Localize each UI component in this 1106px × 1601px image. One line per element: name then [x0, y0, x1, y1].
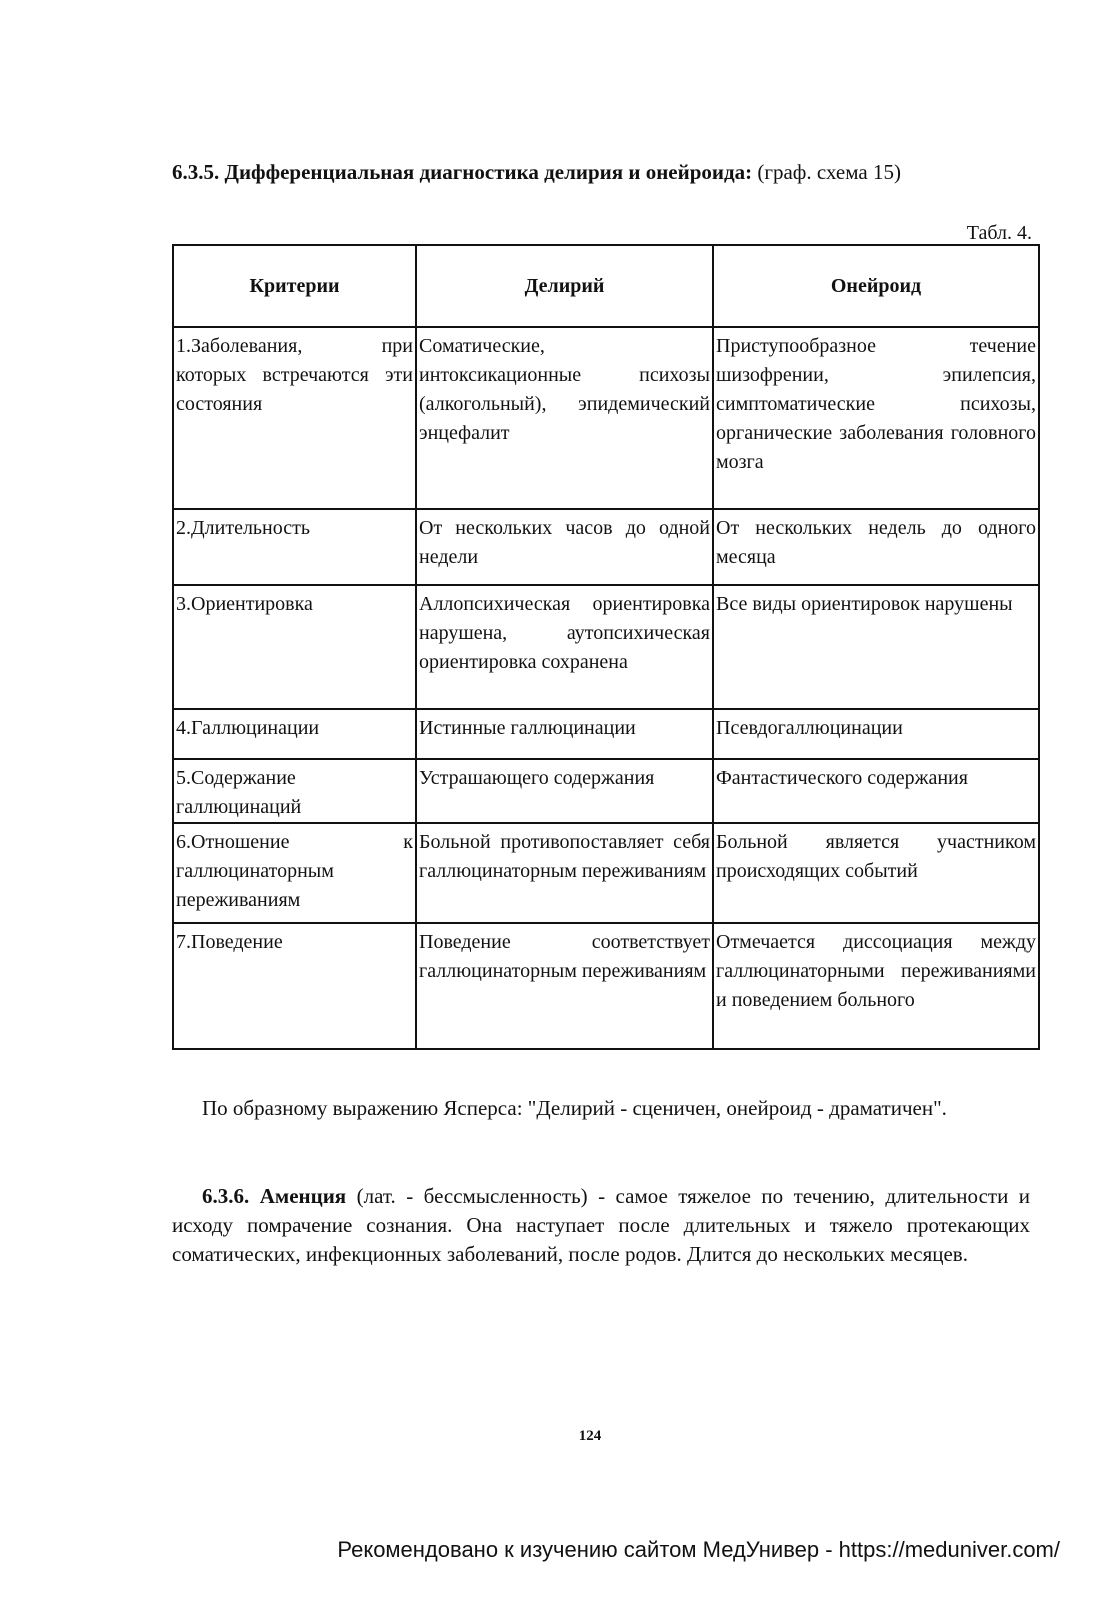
header-criteria: Критерии [173, 245, 416, 327]
criterion-cell: 5.Содержание галлюцинаций [173, 759, 416, 823]
header-oneiroid: Онейроид [713, 245, 1039, 327]
table-row [173, 709, 1039, 759]
criterion-cell: 3.Ориентировка [173, 585, 416, 709]
delirium-cell: От нескольких часов до одной недели [416, 509, 713, 585]
criterion-cell: 7.Поведение [173, 923, 416, 1049]
footer-recommendation: Рекомендовано к изучению сайтом МедУнивер - https://meduniver.com/ [337, 1537, 1060, 1562]
amentia-paragraph [172, 1182, 1030, 1269]
section-heading [172, 158, 1032, 187]
oneiroid-cell: От нескольких недель до одного месяца [713, 509, 1039, 585]
delirium-cell: Устрашающего содержания [416, 759, 713, 823]
criterion-cell: 1.Заболевания, при которых встречаются эти состояния [173, 327, 416, 509]
table-row [173, 327, 1039, 509]
oneiroid-cell: Фантастического содержания [713, 759, 1039, 823]
delirium-cell: Поведение соответствует галлюцинаторным переживаниям [416, 923, 713, 1049]
table-row [173, 759, 1039, 823]
header-delirium: Делирий [416, 245, 713, 327]
oneiroid-cell: Все виды ориентировок нарушены [713, 585, 1039, 709]
criterion-cell: 6.Отношение к галлюцинаторным переживаниям [173, 823, 416, 923]
table-row [173, 585, 1039, 709]
oneiroid-cell: Псевдогаллюцинации [713, 709, 1039, 759]
table-label: Табл. 4. [966, 222, 1032, 244]
diagnosis-table [172, 244, 1040, 1050]
section-number: 6.3.5. [172, 160, 220, 184]
table-row [173, 823, 1039, 923]
oneiroid-cell: Отмечается диссоциация между галлюцинаторными переживаниями и поведением больного [713, 923, 1039, 1049]
amentia-section-number: 6.3.6. [202, 1184, 250, 1208]
oneiroid-cell: Больной является участником происходящих событий [713, 823, 1039, 923]
oneiroid-cell: Приступообразное течение шизофрении, эпилепсия, симптоматические психозы, органические заболевания головного мозга [713, 327, 1039, 509]
criterion-cell: 2.Длительность [173, 509, 416, 585]
delirium-cell: Больной противопоставляет себя галлюцинаторным переживаниям [416, 823, 713, 923]
jaspers-quote-paragraph: По образному выражению Ясперса: "Делирий - сценичен, онейроид - драматичен". [202, 1096, 947, 1120]
amentia-text: (лат. - бессмысленность) - самое тяжелое по течению, длительности и исходу помрачение сознания. Она наступает после длительных и тяжело протекающих соматических, инфекционных заболеваний, после родов. Длится до нескольких месяцев. [172, 1184, 1031, 1266]
section-reference: (граф. схема 15) [757, 160, 901, 184]
delirium-cell: Истинные галлюцинации [416, 709, 713, 759]
table-header-row [173, 245, 1039, 327]
criterion-cell: 4.Галлюцинации [173, 709, 416, 759]
table-row [173, 923, 1039, 1049]
delirium-cell: Соматические, интоксикационные психозы (алкогольный), эпидемический энцефалит [416, 327, 713, 509]
table-row [173, 509, 1039, 585]
page-number: 124 [578, 1428, 602, 1444]
delirium-cell: Аллопсихическая ориентировка нарушена, аутопсихическая ориентировка сохранена [416, 585, 713, 709]
amentia-term: Аменция [259, 1184, 347, 1208]
section-title: Дифференциальная диагностика делирия и онейроида: [224, 160, 753, 184]
